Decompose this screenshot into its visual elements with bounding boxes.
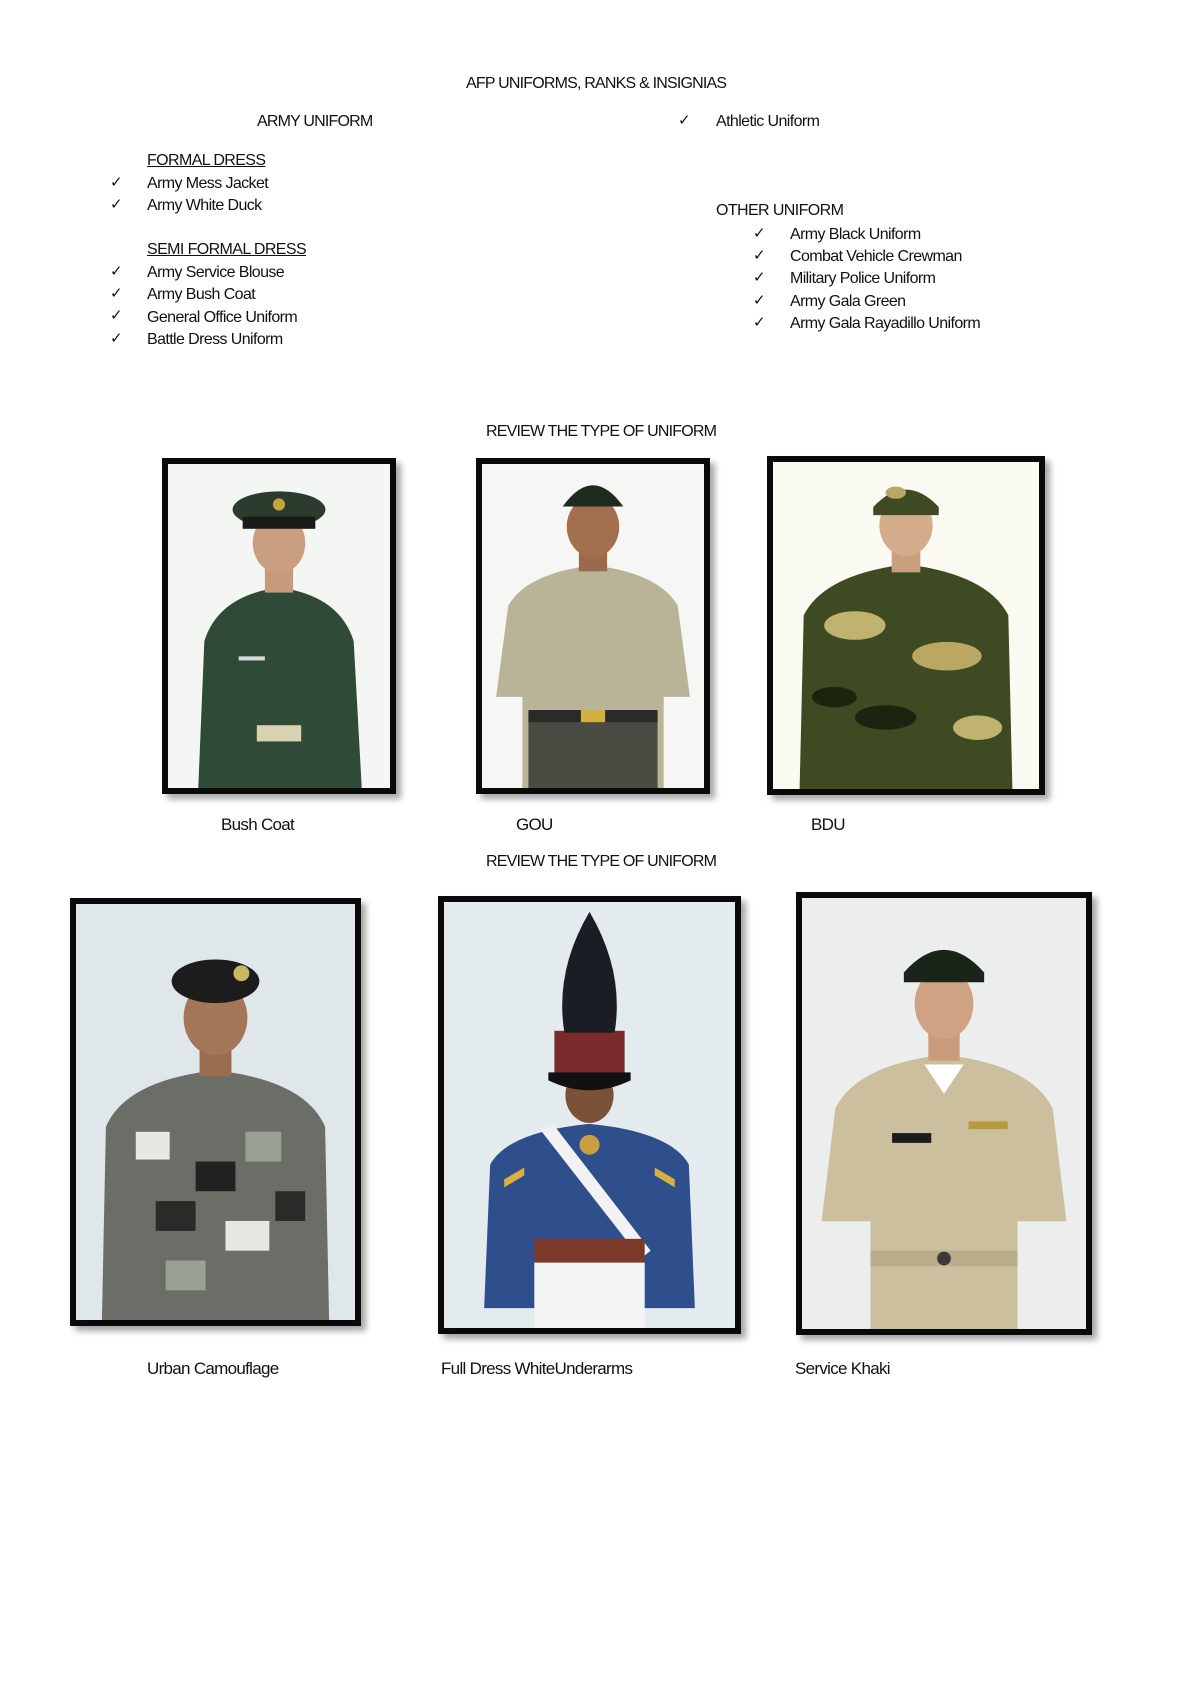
check-mark-icon: ✓ [753,268,766,286]
photo-caption: Service Khaki [795,1359,890,1378]
soldier-figure-icon [802,898,1086,1329]
soldier-figure-icon [168,464,390,788]
review-heading: REVIEW THE TYPE OF UNIFORM [486,853,717,870]
formal-item: Army White Duck [147,197,262,214]
army-uniform-heading: ARMY UNIFORM [257,113,373,130]
check-mark-icon: ✓ [753,246,766,264]
check-mark-icon: ✓ [753,291,766,309]
check-mark-icon: ✓ [678,111,691,129]
check-mark-icon: ✓ [110,329,123,347]
semi-formal-item: Army Bush Coat [147,286,256,303]
uniform-photo [162,458,396,794]
other-item: Army Gala Green [790,293,906,310]
athletic-item: Athletic Uniform [716,113,820,130]
check-mark-icon: ✓ [110,306,123,324]
soldier-figure-icon [482,464,704,788]
other-uniform-heading: OTHER UNIFORM [716,202,844,219]
review-heading: REVIEW THE TYPE OF UNIFORM [486,423,717,440]
check-mark-icon: ✓ [110,262,123,280]
photo-caption: Bush Coat [221,815,295,834]
semi-formal-item: General Office Uniform [147,309,298,326]
check-mark-icon: ✓ [110,284,123,302]
check-mark-icon: ✓ [110,173,123,191]
document-title: AFP UNIFORMS, RANKS & INSIGNIAS [466,75,727,92]
soldier-figure-icon [773,462,1039,789]
formal-item: Army Mess Jacket [147,175,269,192]
formal-dress-heading: FORMAL DRESS [147,152,266,169]
uniform-photo [476,458,710,794]
semi-formal-item: Army Service Blouse [147,264,285,281]
uniform-photo [767,456,1045,795]
semi-formal-item: Battle Dress Uniform [147,331,283,348]
other-item: Army Gala Rayadillo Uniform [790,315,981,332]
check-mark-icon: ✓ [110,195,123,213]
photo-caption: Full Dress WhiteUnderarms [441,1359,633,1378]
check-mark-icon: ✓ [753,224,766,242]
uniform-photo [70,898,361,1326]
soldier-figure-icon [76,904,355,1320]
semi-formal-dress-heading: SEMI FORMAL DRESS [147,241,307,258]
other-item: Military Police Uniform [790,270,936,287]
check-mark-icon: ✓ [753,313,766,331]
uniform-photo [796,892,1092,1335]
photo-caption: BDU [811,815,845,834]
photo-caption: Urban Camouflage [147,1359,279,1378]
other-item: Army Black Uniform [790,226,921,243]
soldier-figure-icon [444,902,735,1328]
uniform-photo [438,896,741,1334]
photo-caption: GOU [516,815,553,834]
other-item: Combat Vehicle Crewman [790,248,962,265]
